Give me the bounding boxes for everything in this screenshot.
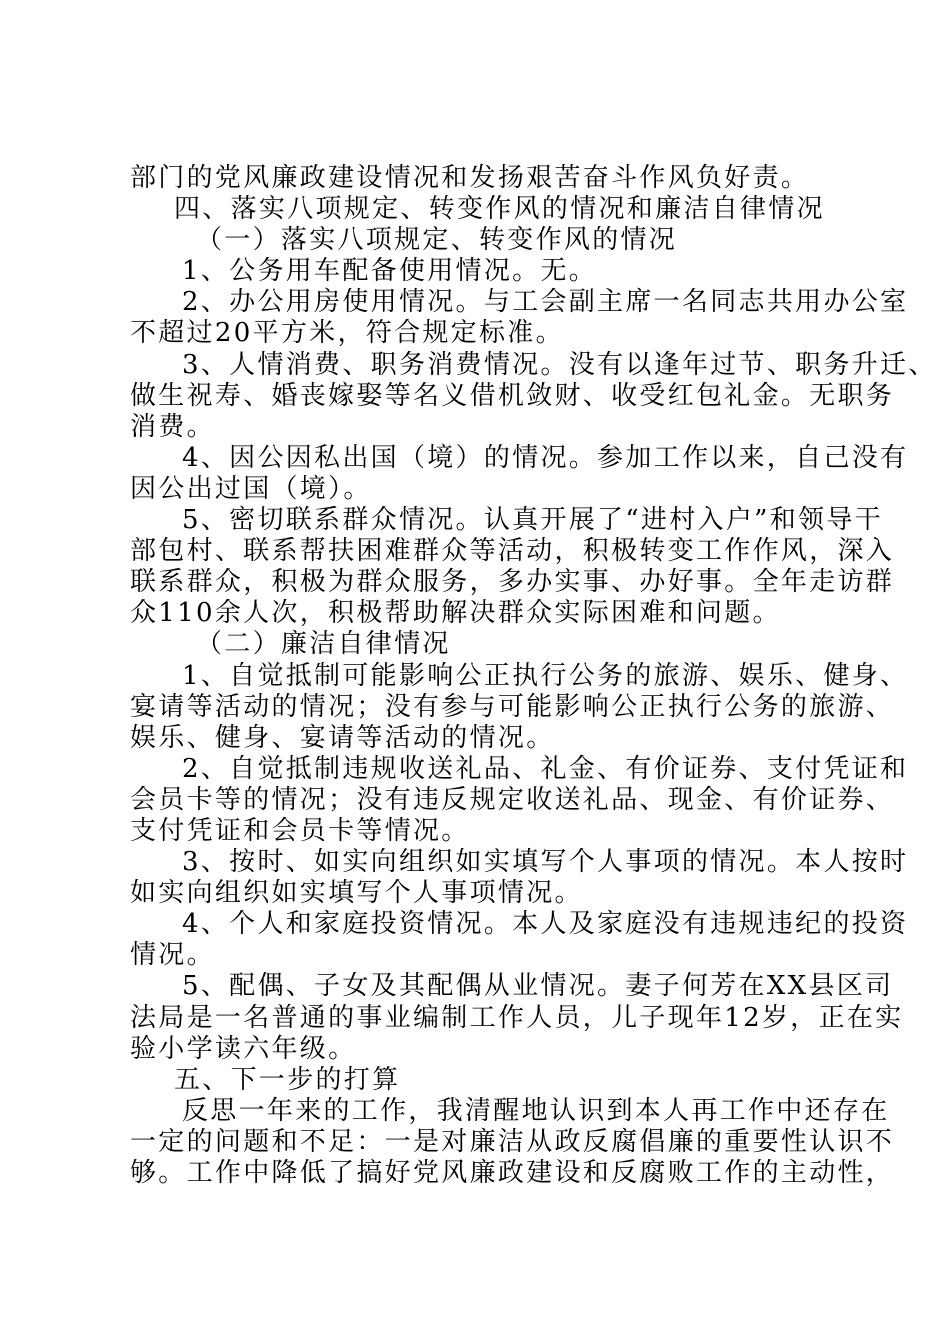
text-line: 验小学读六年级。: [130, 1033, 357, 1064]
text-line: 2、办公用房使用情况。与工会副主席一名同志共用办公室: [182, 287, 909, 318]
text-line: 消费。: [130, 411, 215, 442]
text-line: 不超过20平方米，符合规定标准。: [130, 318, 564, 349]
text-line: 情况。: [130, 940, 215, 971]
text-line: 部包村、联系帮扶困难群众等活动，积极转变工作作风，深入: [130, 536, 895, 567]
text-line: 做生祝寿、婚丧嫁娶等名义借机敛财、收受红包礼金。无职务: [130, 380, 895, 411]
text-line: 部门的党风廉政建设情况和发扬艰苦奋斗作风负好责。: [130, 163, 810, 193]
text-line: 1、公务用车配备使用情况。无。: [182, 256, 598, 287]
text-line: 4、个人和家庭投资情况。本人及家庭没有违规违纪的投资: [182, 909, 909, 940]
text-line: 够。工作中降低了搞好党风廉政建设和反腐败工作的主动性，: [130, 1158, 895, 1188]
text-line: 1、自觉抵制可能影响公正执行公务的旅游、娱乐、健身、: [182, 660, 909, 691]
text-line: 众110余人次，积极帮助解决群众实际困难和问题。: [130, 598, 781, 629]
text-line: 会员卡等的情况；没有违反规定收送礼品、现金、有价证券、: [130, 784, 895, 815]
text-line: 3、按时、如实向组织如实填写个人事项的情况。本人按时: [182, 847, 909, 878]
text-line: 5、密切联系群众情况。认真开展了“进村入户”和领导干: [182, 505, 883, 536]
text-line: 娱乐、健身、宴请等活动的情况。: [130, 722, 555, 753]
document-body: [130, 163, 937, 1189]
subsection-heading: （二）廉洁自律情况: [196, 629, 451, 660]
text-line: 一定的问题和不足：一是对廉洁从政反腐倡廉的重要性认识不: [130, 1126, 895, 1157]
text-line: 法局是一名普通的事业编制工作人员，儿子现年12岁，正在实: [130, 1002, 904, 1033]
text-line: 5、配偶、子女及其配偶从业情况。妻子何芳在XX县区司: [182, 971, 894, 1002]
text-line: 支付凭证和会员卡等情况。: [130, 815, 470, 846]
text-line: 3、人情消费、职务消费情况。没有以逢年过节、职务升迁、: [182, 349, 937, 380]
subsection-heading: （一）落实八项规定、转变作风的情况: [196, 225, 678, 256]
section-heading: 五、下一步的打算: [174, 1064, 401, 1095]
text-line: 反思一年来的工作，我清醒地认识到本人再工作中还存在: [182, 1095, 890, 1126]
section-heading: 四、落实八项规定、转变作风的情况和廉洁自律情况: [174, 194, 825, 225]
text-line: 联系群众，积极为群众服务，多办实事、办好事。全年走访群: [130, 567, 895, 598]
text-line: 2、自觉抵制违规收送礼品、礼金、有价证券、支付凭证和: [182, 753, 909, 784]
text-line: 如实向组织如实填写个人事项情况。: [130, 878, 583, 909]
text-line: 宴请等活动的情况；没有参与可能影响公正执行公务的旅游、: [130, 691, 895, 722]
text-line: 4、因公因私出国（境）的情况。参加工作以来，自己没有: [182, 442, 909, 473]
text-line: 因公出过国（境）。: [130, 473, 372, 504]
